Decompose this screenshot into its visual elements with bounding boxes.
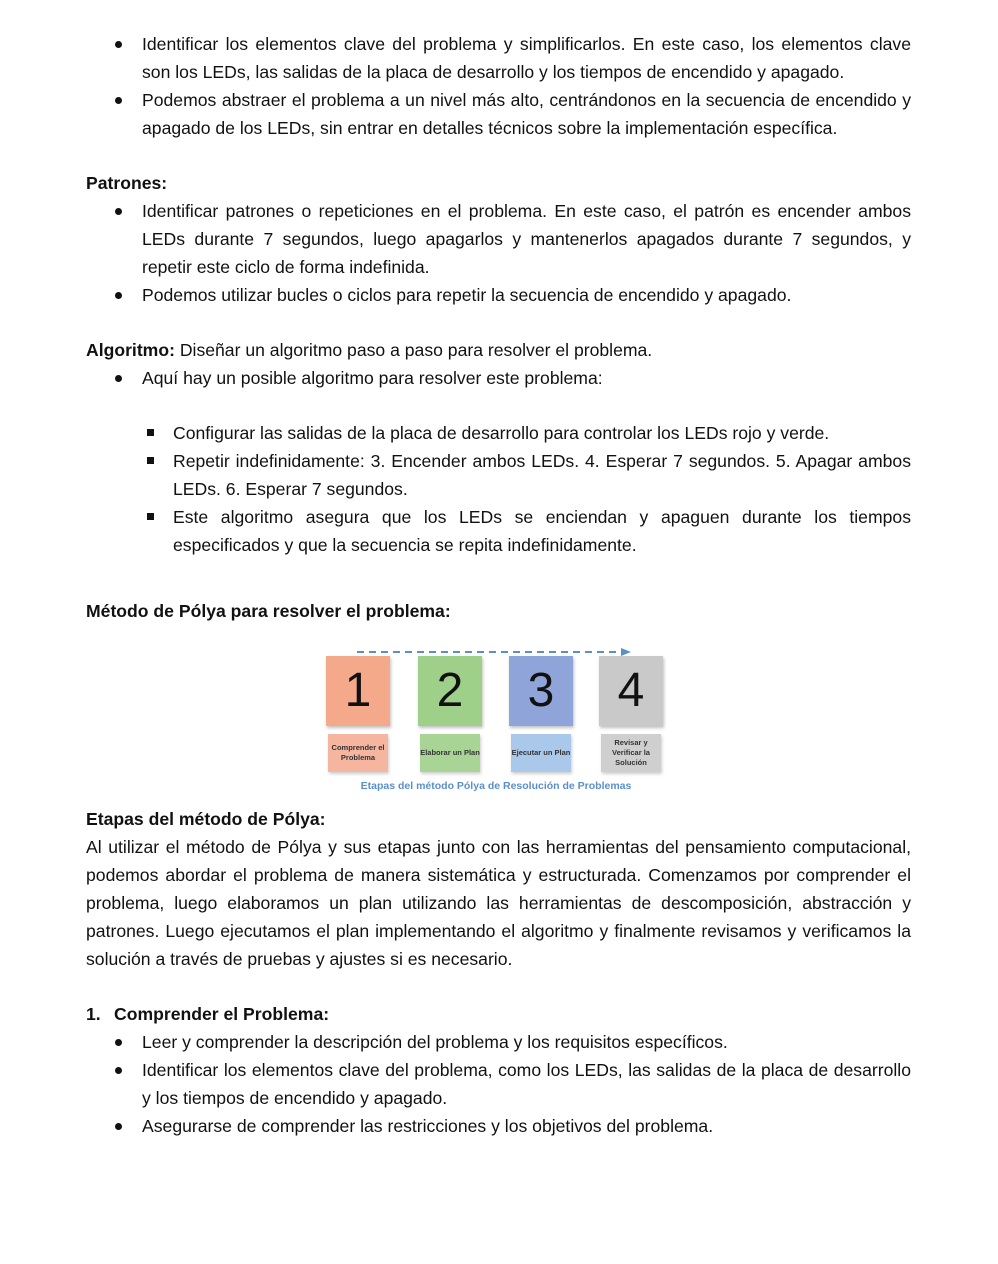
step-1-label: Comprender el Problema (328, 734, 388, 772)
step-3-label: Ejecutar un Plan (511, 734, 571, 772)
algoritmo-steps-list (86, 419, 911, 559)
comprender-heading (86, 1000, 911, 1028)
step-4-number: 4 (599, 656, 663, 726)
list-item: Asegurarse de comprender las restricciones y los objetivos del problema. (86, 1112, 911, 1140)
list-item: Identificar los elementos clave del problema y simplificarlos. En este caso, los elementos clave son los LEDs, las salidas de la placa de desarrollo y los tiempos de encendido y apagado. (86, 30, 911, 86)
patrones-heading: Patrones: (86, 173, 168, 193)
list-item: Aquí hay un posible algoritmo para resolver este problema: (86, 364, 911, 392)
list-item: Identificar patrones o repeticiones en el problema. En este caso, el patrón es encender ambos LEDs durante 7 segundos, luego apagarlos y mantenerlos apagados durante 7 segundos, y repetir este ciclo de forma indefinida. (86, 197, 911, 281)
etapas-heading: Etapas del método de Pólya: (86, 809, 326, 829)
algoritmo-heading: Algoritmo: (86, 340, 175, 360)
step-2-label: Elaborar un Plan (420, 734, 480, 772)
algorithm-step: Configurar las salidas de la placa de desarrollo para controlar los LEDs rojo y verde. (86, 419, 911, 447)
step-3-number: 3 (509, 656, 573, 726)
figure-caption: Etapas del método Pólya de Resolución de Problemas (360, 780, 632, 792)
dashed-arrow-icon (357, 647, 631, 657)
algoritmo-intro (86, 336, 911, 364)
etapas-paragraph: Al utilizar el método de Pólya y sus etapas junto con las herramientas del pensamiento computacional, podemos abordar el problema de manera sistemática y estructurada. Comenzamos por comprender el problema, luego elaboramos un plan utilizando las herramientas de descomposición, abstracción y patrones. Luego ejecutamos el plan implementando el algoritmo y finalmente revisamos y verificamos la solución a través de pruebas y ajustes si es necesario. (86, 837, 911, 969)
document-content (86, 30, 911, 1140)
section-number: 1. (86, 1004, 101, 1024)
algoritmo-bullet-list (86, 364, 911, 392)
list-item: Identificar los elementos clave del problema, como los LEDs, las salidas de la placa de desarrollo y los tiempos de encendido y apagado. (86, 1056, 911, 1112)
algorithm-step: Este algoritmo asegura que los LEDs se enciendan y apaguen durante los tiempos especificados y que la secuencia se repita indefinidamente. (86, 503, 911, 559)
algoritmo-intro-text: Diseñar un algoritmo paso a paso para resolver el problema. (174, 340, 653, 360)
list-item: Leer y comprender la descripción del problema y los requisitos específicos. (86, 1028, 911, 1056)
polya-stages-figure (323, 644, 669, 794)
step-1-number: 1 (326, 656, 390, 726)
list-item: Podemos utilizar bucles o ciclos para repetir la secuencia de encendido y apagado. (86, 281, 911, 309)
polya-heading: Método de Pólya para resolver el problema: (86, 601, 451, 621)
abstraction-bullet-list (86, 30, 911, 142)
comprender-heading-text: Comprender el Problema: (114, 1004, 330, 1024)
list-item: Podemos abstraer el problema a un nivel más alto, centrándonos en la secuencia de encendido y apagado de los LEDs, sin entrar en detalles técnicos sobre la implementación específica. (86, 86, 911, 142)
comprender-bullet-list (86, 1028, 911, 1140)
algorithm-step: Repetir indefinidamente: 3. Encender ambos LEDs. 4. Esperar 7 segundos. 5. Apagar ambos LEDs. 6. Esperar 7 segundos. (86, 447, 911, 503)
patrones-bullet-list (86, 197, 911, 309)
step-2-number: 2 (418, 656, 482, 726)
step-4-label: Revisar y Verificar la Solución (601, 734, 661, 772)
